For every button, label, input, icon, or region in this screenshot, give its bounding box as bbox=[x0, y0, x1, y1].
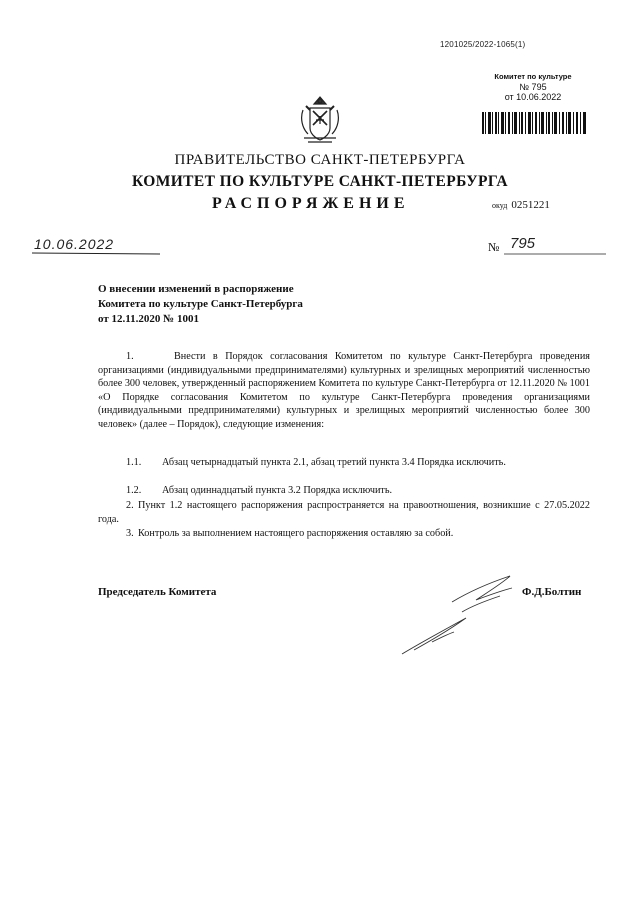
item-text: Абзац одиннадцатый пункта 3.2 Порядка исключить. bbox=[162, 485, 393, 496]
item-number: 1.2. bbox=[126, 485, 142, 496]
stamp-org: Комитет по культуре bbox=[494, 72, 572, 81]
item-text: Пункт 1.2 настоящего распоряжения распространяется на правоотношения, возникшие с 27.05.2022 года. bbox=[98, 500, 590, 525]
item-number: 1. bbox=[126, 351, 134, 362]
item-1-1 bbox=[98, 456, 590, 470]
item-1 bbox=[98, 350, 590, 432]
item-3 bbox=[98, 527, 590, 541]
signatory-role: Председатель Комитета bbox=[98, 586, 217, 598]
title-line: О внесении изменений в распоряжение bbox=[98, 283, 294, 295]
registration-code: 1201025/2022-1065(1) bbox=[440, 40, 526, 49]
stamp-date: от 10.06.2022 bbox=[504, 92, 562, 102]
document-title bbox=[98, 282, 398, 327]
item-text: Контроль за выполнением настоящего распоряжения оставляю за собой. bbox=[138, 528, 454, 539]
document-type: РАСПОРЯЖЕНИЕ bbox=[212, 195, 410, 212]
title-line: от 12.11.2020 № 1001 bbox=[98, 313, 199, 325]
incoming-stamp bbox=[478, 72, 588, 102]
coat-of-arms-icon bbox=[298, 94, 342, 148]
stamp-number: № 795 bbox=[519, 82, 547, 92]
okud-code: 0251221 bbox=[511, 199, 550, 211]
item-text: Внести в Порядок согласования Комитетом по культуре Санкт-Петербурга проведения организациями (индивидуальными предпринимателями) культурных и зрелищных мероприятий численностью более 300 человек, утвержденный распоряжением Комитета по культуре Санкт-Петербурга от 12.11.2020 № 1001 «О Порядке согласования Комитетом по культуре Санкт-Петербурга проведения организациями (индивидуальными предпринимателями) культурных и зрелищных мероприятий численностью более 300 человек» (далее – Порядок), следующие изменения: bbox=[98, 351, 590, 430]
item-text: Абзац четырнадцатый пункта 2.1, абзац третий пункта 3.4 Порядка исключить. bbox=[162, 457, 506, 468]
handwritten-signature-icon bbox=[392, 572, 522, 662]
item-number: 2. bbox=[126, 500, 134, 511]
handwritten-date bbox=[32, 234, 162, 256]
handwritten-date-text: 10.06.2022 bbox=[34, 236, 115, 252]
item-number: 1.1. bbox=[126, 457, 142, 468]
title-line: Комитета по культуре Санкт-Петербурга bbox=[98, 298, 303, 310]
committee-header: КОМИТЕТ ПО КУЛЬТУРЕ САНКТ-ПЕТЕРБУРГА bbox=[131, 173, 509, 190]
signatory-name: Ф.Д.Болтин bbox=[522, 586, 582, 598]
okud-code-block bbox=[492, 199, 550, 211]
handwritten-number-text: 795 bbox=[510, 235, 536, 252]
number-label: № bbox=[488, 240, 500, 254]
item-2 bbox=[98, 499, 590, 526]
barcode-icon bbox=[482, 112, 586, 134]
okud-label: окуд bbox=[492, 201, 508, 210]
government-header: ПРАВИТЕЛЬСТВО САНКТ-ПЕТЕРБУРГА bbox=[174, 152, 466, 168]
item-1-2 bbox=[98, 484, 590, 498]
handwritten-number bbox=[508, 232, 548, 254]
item-number: 3. bbox=[126, 528, 134, 539]
